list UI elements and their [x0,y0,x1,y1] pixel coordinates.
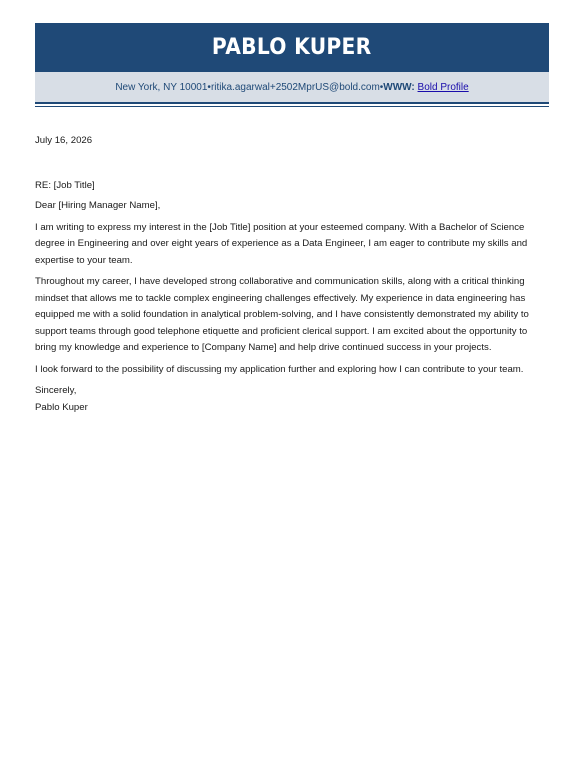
profile-link[interactable]: Bold Profile [417,81,469,93]
letter-date: July 16, 2026 [35,135,93,146]
letter-paragraph: I am writing to express my interest in the [Job Title] position at your esteemed company. With a Bachelor of Science degree in Engineering and over eight years of experience as a Data Engineer, I am eager to contribute my skills and expertise to your team. [35,221,528,266]
contact-separator: • [207,81,211,93]
letter-salutation: Dear [Hiring Manager Name], [35,200,161,211]
letter-signature: Pablo Kuper [35,401,88,413]
contact-separator: • [379,81,384,93]
letter-subject: RE: [Job Title] [35,179,95,191]
contact-bar [35,72,549,102]
candidate-name: PABLO KUPER [212,35,372,60]
header-divider-thick [35,102,549,104]
contact-email: ritika.agarwal+2502MprUS@bold.com [210,81,380,93]
www-label: WWW: [383,81,415,93]
header-name-bar [35,23,549,72]
letter-paragraph: I look forward to the possibility of discussing my application further and exploring how I can contribute to your team. [35,363,524,375]
letter-closing: Sincerely, [35,385,77,396]
letter-paragraph: Throughout my career, I have developed strong collaborative and communication skills, along with a critical thinking mindset that allows me to tackle complex engineering challenges effectively. My experience in data engineering has equipped me with a solid foundation in analytical problem-solving, and I have consistently demonstrated my ability to support teams through good telephone etiquette and proficient clerical support. I am excited about the opportunity to bring my knowledge and experience to [Company Name] and help drive continued success in your projects. [35,276,529,353]
letter-body [35,133,549,416]
contact-location: New York, NY 10001 [115,81,208,93]
header-divider-thin [35,106,549,107]
